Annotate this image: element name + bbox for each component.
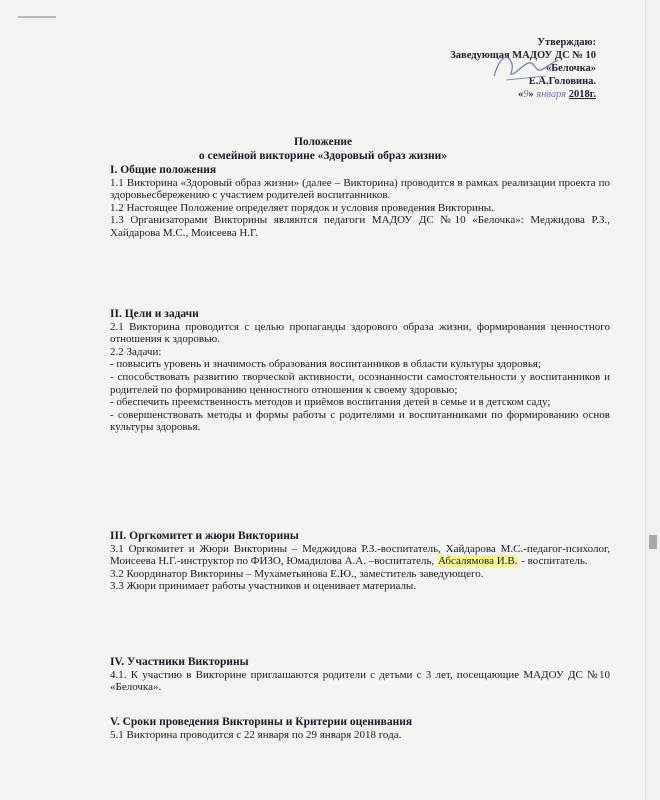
section-3-p3: 3.3 Жюри принимает работы участников и оценивает материалы. [110,580,417,593]
section-3-heading: III. Оргкомитет и жюри Викторины [110,530,299,542]
section-2 [110,308,610,434]
section-3-p1-text: 3.1 Оргкомитет и Жюри Викторины – Меджидова Р.З.-воспитатель, Хайдарова М.С.-педагог-психолог, Моисеева Н.Г.-инструктор по ФИЗО, Юмадилова А.А. –воспитатель, [110,542,610,568]
date-month: января [536,89,567,100]
highlighted-name: Абсалямова И.В. [438,555,518,568]
date-quote-close: » [528,89,534,100]
section-3-p1 [110,543,610,568]
approval-line-4: Е.А.Головина. [528,76,596,87]
section-2-p3: - повысить уровень и значимость образования воспитанников в области культуры здоровья; [110,358,541,371]
section-2-heading: II. Цели и задачи [110,308,199,320]
section-2-p2: 2.2 Задачи: [110,345,162,358]
document-title: Положение [293,136,353,148]
approval-line-3: «Белочка» [545,63,596,74]
section-1 [110,164,610,240]
section-1-p3: 1.3 Организаторами Викторины являются педагоги МАДОУ ДС №10 «Белочка»: Меджидова Р.З., Хайдарова М.С., Моисеева Н.Г. [110,214,610,239]
section-3-p2: 3.2 Координатор Викторины – Мухаметьянова Е.Ю., заместитель заведующего. [110,567,484,580]
approval-line-2: Заведующая МАДОУ ДС № 10 [450,50,596,61]
approval-date [326,88,596,101]
section-5-p1: 5.1 Викторина проводится с 22 января по 29 января 2018 года. [110,728,402,741]
section-2-p4: - способствовать развитию творческой активности, осознанности самостоятельности у воспитанников и родителей по формированию ценностного отношения к своему здоровью; [110,370,610,396]
signature-icon [486,46,566,86]
section-2-p6: - совершенствовать методы и формы работы с родителями и воспитанниками по формированию основ культуры здоровья. [110,408,610,434]
section-5 [110,716,610,741]
section-3 [110,530,610,593]
section-2-p1: 2.1 Викторина проводится с целью пропаганды здорового образа жизни, формирования ценностного отношения к здоровью. [110,320,610,346]
date-quote-open: « [517,89,524,100]
section-4-p1: 4.1. К участию в Викторине приглашаются родители с детьми с 3 лет, посещающие МАДОУ ДС №10 «Белочка». [110,668,610,694]
vertical-scrollbar[interactable] [645,0,660,800]
section-1-p1: 1.1 Викторина «Здоровый образ жизни» (далее – Викторина) проводится в рамках реализации проекта по здоровьесбережению с участием родителей воспитанников. [110,176,610,202]
scan-mark [18,16,56,18]
section-3-p1-tail: - воспитатель. [521,555,588,568]
section-1-heading: I. Общие положения [110,164,217,176]
section-4-heading: IV. Участники Викторины [110,656,249,668]
date-day: 9 [523,89,529,100]
section-5-heading: V. Сроки проведения Викторины и Критерии оценивания [110,716,413,728]
section-2-p5: - обеспечить преемственность методов и приёмов воспитания детей в семье и в детском саду; [110,396,551,409]
date-year: 2018г. [568,89,596,100]
section-4 [110,656,610,694]
document-subtitle: о семейной викторине «Здоровый образ жизни» [198,150,448,162]
section-1-p2: 1.2 Настоящее Положение определяет порядок и условия проведения Викторины. [110,201,494,214]
scrollbar-thumb[interactable] [649,535,657,549]
approval-line-1: Утверждаю: [537,37,596,48]
